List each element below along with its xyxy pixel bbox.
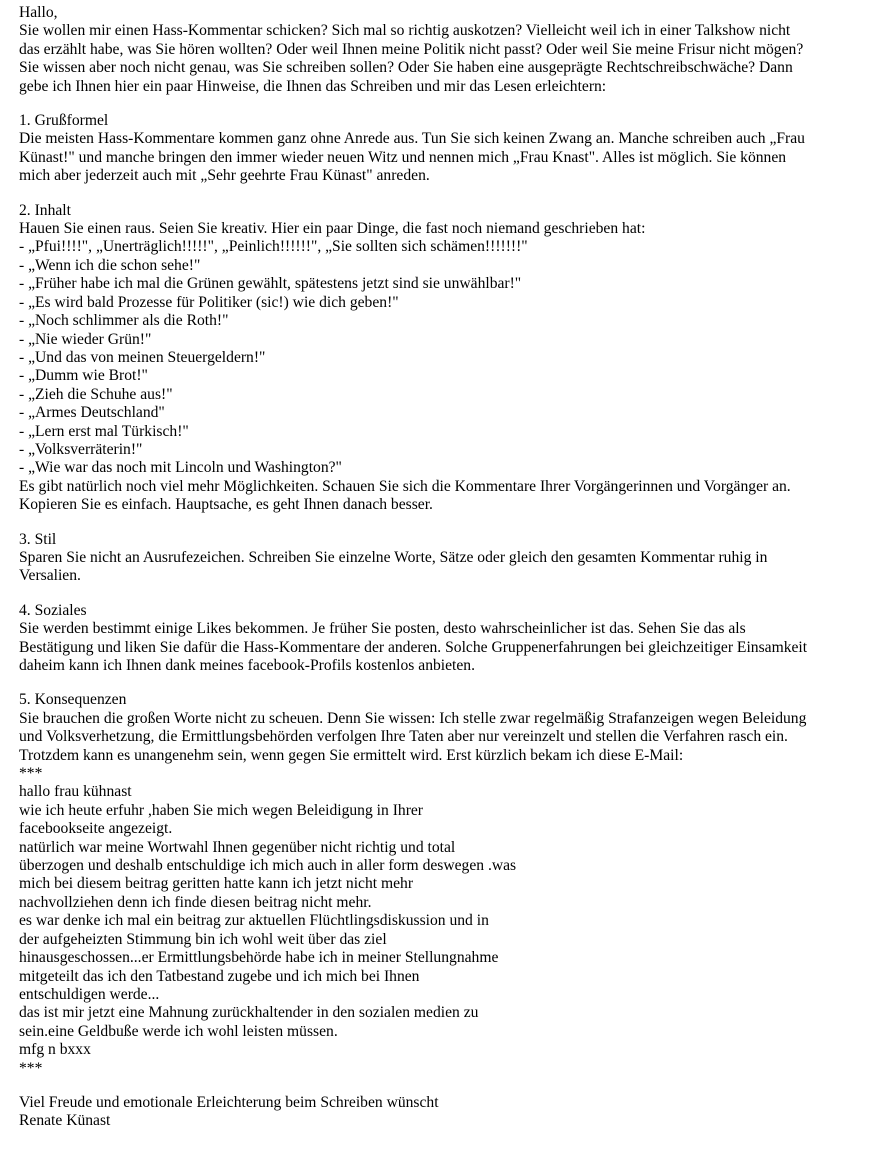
email-line: hinausgeschossen...er Ermittlungsbehörde habe ich in meiner Stellungnahme [19,949,499,967]
intro-line: gebe ich Ihnen hier ein paar Hinweise, die Ihnen das Schreiben und mir das Lesen erleichtern: [19,77,607,95]
paragraph-gap [19,586,859,602]
email-line: mich bei diesem beitrag geritten hatte kann ich jetzt nicht mehr [19,875,414,893]
list-item: - „Dumm wie Brot!" [19,367,148,385]
list-item: - „Armes Deutschland" [19,404,165,422]
list-item: - „Volksverräterin!" [19,440,143,458]
email-line: mitgeteilt das ich den Tatbestand zugebe und ich mich bei Ihnen [19,967,420,985]
section-line: Die meisten Hass-Kommentare kommen ganz ohne Anrede aus. Tun Sie sich keinen Zwang an. Manche schreiben auch „Frau [19,130,805,148]
section-line: Sie werden bestimmt einige Likes bekommen. Je früher Sie posten, desto wahrscheinlicher ist das. Sehen Sie das als [19,620,746,638]
email-line: sein.eine Geldbuße werde ich wohl leisten müssen. [19,1022,338,1040]
separator: *** [19,765,43,783]
paragraph-gap [19,675,859,691]
list-item: - „Zieh die Schuhe aus!" [19,385,173,403]
email-line: überzogen und deshalb entschuldige ich mich auch in aller form deswegen .was [19,857,517,875]
separator: *** [19,1059,43,1077]
paragraph-gap [19,96,859,112]
section-line: Es gibt natürlich noch viel mehr Möglichkeiten. Schauen Sie sich die Kommentare Ihrer Vorgängerinnen und Vorgänger an. [19,477,791,495]
email-line: das ist mir jetzt eine Mahnung zurückhaltender in den sozialen medien zu [19,1004,479,1022]
section-line: Sie brauchen die großen Worte nicht zu scheuen. Denn Sie wissen: Ich stelle zwar regelmäßig Strafanzeigen wegen Beleidung [19,709,807,727]
section-heading: 5. Konsequenzen [19,691,127,709]
email-line: wie ich heute erfuhr ,haben Sie mich wegen Beleidigung in Ihrer [19,801,423,819]
quoted-email [19,783,859,1078]
section-line: Künast!" und manche bringen den immer wieder neuen Witz und nennen mich „Frau Knast". Alles ist möglich. Sie können [19,148,787,166]
email-line: entschuldigen werde... [19,985,160,1003]
list-item: - „Lern erst mal Türkisch!" [19,422,189,440]
list-item: - „Wenn ich die schon sehe!" [19,256,201,274]
signature: Renate Künast [19,1112,111,1130]
section-social [19,602,859,676]
intro-line: Sie wollen mir einen Hass-Kommentar schicken? Sich mal so richtig auskotzen? Vielleicht weil ich in einer Talkshow nicht [19,22,791,40]
email-line: hallo frau kühnast [19,783,132,801]
section-line: mich aber jederzeit auch mit „Sehr geehrte Frau Künast" anreden. [19,167,430,185]
section-consequences [19,691,859,783]
closing: Viel Freude und emotionale Erleichterung beim Schreiben wünscht [19,1093,439,1111]
list-item: - „Wie war das noch mit Lincoln und Washington?" [19,459,342,477]
section-content [19,202,859,515]
email-line: natürlich war meine Wortwahl Ihnen gegenüber nicht richtig und total [19,838,456,856]
section-line: Kopieren Sie es einfach. Hauptsache, es geht Ihnen danach besser. [19,496,433,514]
email-line: es war denke ich mal ein beitrag zur aktuellen Flüchtlingsdiskussion und in [19,912,489,930]
section-line: Hauen Sie einen raus. Seien Sie kreativ. Hier ein paar Dinge, die fast noch niemand geschrieben hat: [19,220,646,238]
section-heading: 3. Stil [19,530,57,548]
greeting: Hallo, [19,4,58,21]
list-item: - „Nie wieder Grün!" [19,330,152,348]
paragraph-gap [19,515,859,531]
section-line: Sparen Sie nicht an Ausrufezeichen. Schreiben Sie einzelne Worte, Sätze oder gleich den gesamten Kommentar ruhig in [19,548,768,566]
section-line: Versalien. [19,567,81,585]
paragraph-gap [19,1078,859,1094]
section-line: und Volksverhetzung, die Ermittlungsbehörden verfolgen Ihre Taten aber nur vereinzelt und stellen die Verfahren rasch ein. [19,728,788,746]
intro-line: Sie wissen aber noch nicht genau, was Sie schreiben sollen? Oder Sie haben eine ausgeprägte Rechtschreibschwäche? Dann [19,59,793,77]
section-heading: 1. Grußformel [19,112,109,130]
letter-document [19,4,859,1131]
paragraph-gap [19,186,859,202]
email-line: nachvollziehen denn ich finde diesen beitrag nicht mehr. [19,893,372,911]
intro-line: das erzählt habe, was Sie hören wollten? Oder weil Ihnen meine Politik nicht passt? Oder weil Sie meine Frisur nicht mögen? [19,40,804,58]
section-line: Trotzdem kann es unangenehm sein, wenn gegen Sie ermittelt wird. Erst kürzlich bekam ich diese E-Mail: [19,746,684,764]
list-item: - „Es wird bald Prozesse für Politiker (sic!) wie dich geben!" [19,293,399,311]
email-line: der aufgeheizten Stimmung bin ich wohl weit über das ziel [19,930,387,948]
section-greeting-formula [19,112,859,186]
section-heading: 2. Inhalt [19,201,71,219]
section-line: daheim kann ich Ihnen dank meines facebook-Profils kostenlos anbieten. [19,657,475,674]
section-heading: 4. Soziales [19,601,87,619]
section-line: Bestätigung und liken Sie dafür die Hass-Kommentare der anderen. Solche Gruppenerfahrungen bei gleichzeitiger Einsamkeit [19,638,808,656]
list-item: - „Noch schlimmer als die Roth!" [19,312,229,330]
list-item: - „Früher habe ich mal die Grünen gewählt, spätestens jetzt sind sie unwählbar!" [19,275,522,293]
section-style [19,531,859,586]
list-item: - „Pfui!!!!", „Unerträglich!!!!!", „Peinlich!!!!!!", „Sie sollten sich schämen!!!!!!!" [19,238,528,256]
list-item: - „Und das von meinen Steuergeldern!" [19,348,266,366]
email-line: mfg n bxxx [19,1041,91,1059]
intro-paragraph [19,22,859,96]
email-line: facebookseite angezeigt. [19,820,173,838]
